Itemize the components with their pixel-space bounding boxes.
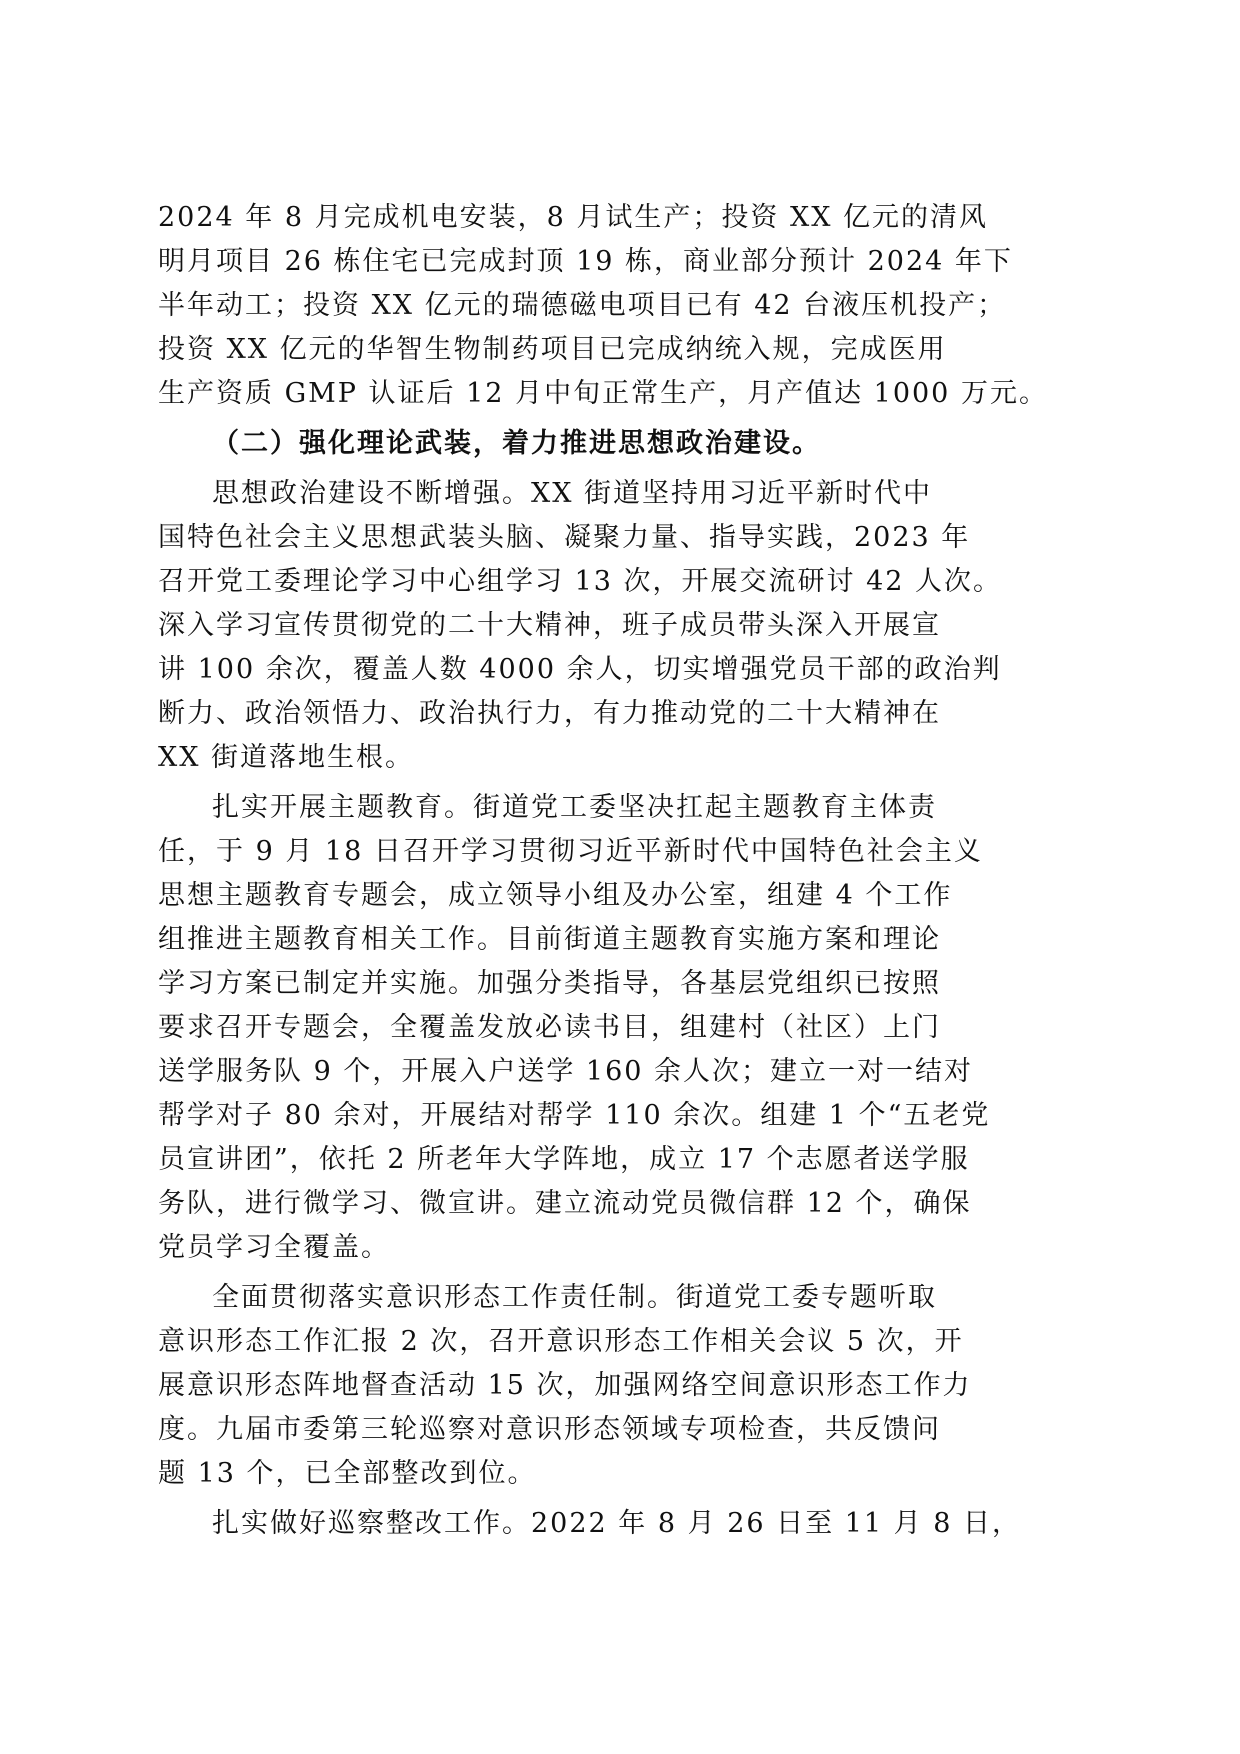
text-line: 扎实开展主题教育。街道党工委坚决扛起主题教育主体责 bbox=[212, 792, 937, 823]
text-line: 召开党工委理论学习中心组学习 13 次，开展交流研讨 42 人次。 bbox=[158, 566, 1003, 597]
text-line: 党员学习全覆盖。 bbox=[158, 1232, 390, 1263]
text-line: 扎实做好巡察整改工作。2022 年 8 月 26 日至 11 月 8 日， bbox=[212, 1508, 1022, 1539]
text-line: 度。九届市委第三轮巡察对意识形态领域专项检查，共反馈问 bbox=[158, 1414, 941, 1445]
paragraph-ideological-construction bbox=[158, 472, 1086, 780]
text-line: 任，于 9 月 18 日召开学习贯彻习近平新时代中国特色社会主义 bbox=[158, 836, 983, 867]
text-line: 投资 XX 亿元的华智生物制药项目已完成纳统入规，完成医用 bbox=[158, 334, 947, 365]
paragraph-project-progress bbox=[158, 196, 1086, 416]
text-line: 要求召开专题会，全覆盖发放必读书目，组建村（社区）上门 bbox=[158, 1012, 941, 1043]
text-line: 生产资质 GMP 认证后 12 月中旬正常生产，月产值达 1000 万元。 bbox=[158, 378, 1048, 409]
paragraph-inspection-rectification bbox=[158, 1502, 1086, 1546]
text-line: 展意识形态阵地督查活动 15 次，加强网络空间意识形态工作力 bbox=[158, 1370, 972, 1401]
text-line: 学习方案已制定并实施。加强分类指导，各基层党组织已按照 bbox=[158, 968, 941, 999]
document-body bbox=[158, 196, 1086, 1552]
text-line: 员宣讲团”，依托 2 所老年大学阵地，成立 17 个志愿者送学服 bbox=[158, 1144, 970, 1175]
text-line: 深入学习宣传贯彻党的二十大精神，班子成员带头深入开展宣 bbox=[158, 610, 941, 641]
text-line: XX 街道落地生根。 bbox=[158, 742, 415, 773]
heading-line: （二）强化理论武装，着力推进思想政治建设。 bbox=[212, 428, 821, 459]
text-line: 讲 100 余次，覆盖人数 4000 余人，切实增强党员干部的政治判 bbox=[158, 654, 1002, 685]
paragraph-ideology-responsibility bbox=[158, 1276, 1086, 1496]
text-line: 帮学对子 80 余对，开展结对帮学 110 余次。组建 1 个“五老党 bbox=[158, 1100, 991, 1131]
text-line: 明月项目 26 栋住宅已完成封顶 19 栋，商业部分预计 2024 年下 bbox=[158, 246, 1013, 277]
text-line: 务队，进行微学习、微宣讲。建立流动党员微信群 12 个，确保 bbox=[158, 1188, 972, 1219]
paragraph-theme-education bbox=[158, 786, 1086, 1270]
text-line: 思想政治建设不断增强。XX 街道坚持用习近平新时代中 bbox=[212, 478, 933, 509]
text-line: 全面贯彻落实意识形态工作责任制。街道党工委专题听取 bbox=[212, 1282, 937, 1313]
text-line: 送学服务队 9 个，开展入户送学 160 余人次；建立一对一结对 bbox=[158, 1056, 974, 1087]
text-line: 国特色社会主义思想武装头脑、凝聚力量、指导实践，2023 年 bbox=[158, 522, 971, 553]
text-line: 意识形态工作汇报 2 次，召开意识形态工作相关会议 5 次，开 bbox=[158, 1326, 964, 1357]
section-heading bbox=[158, 422, 1086, 466]
text-line: 思想主题教育专题会，成立领导小组及办公室，组建 4 个工作 bbox=[158, 880, 953, 911]
text-line: 半年动工；投资 XX 亿元的瑞德磁电项目已有 42 台液压机投产； bbox=[158, 290, 1007, 321]
text-line: 组推进主题教育相关工作。目前街道主题教育实施方案和理论 bbox=[158, 924, 941, 955]
text-line: 2024 年 8 月完成机电安装，8 月试生产；投资 XX 亿元的清风 bbox=[158, 202, 989, 233]
text-line: 题 13 个，已全部整改到位。 bbox=[158, 1458, 537, 1489]
text-line: 断力、政治领悟力、政治执行力，有力推动党的二十大精神在 bbox=[158, 698, 941, 729]
